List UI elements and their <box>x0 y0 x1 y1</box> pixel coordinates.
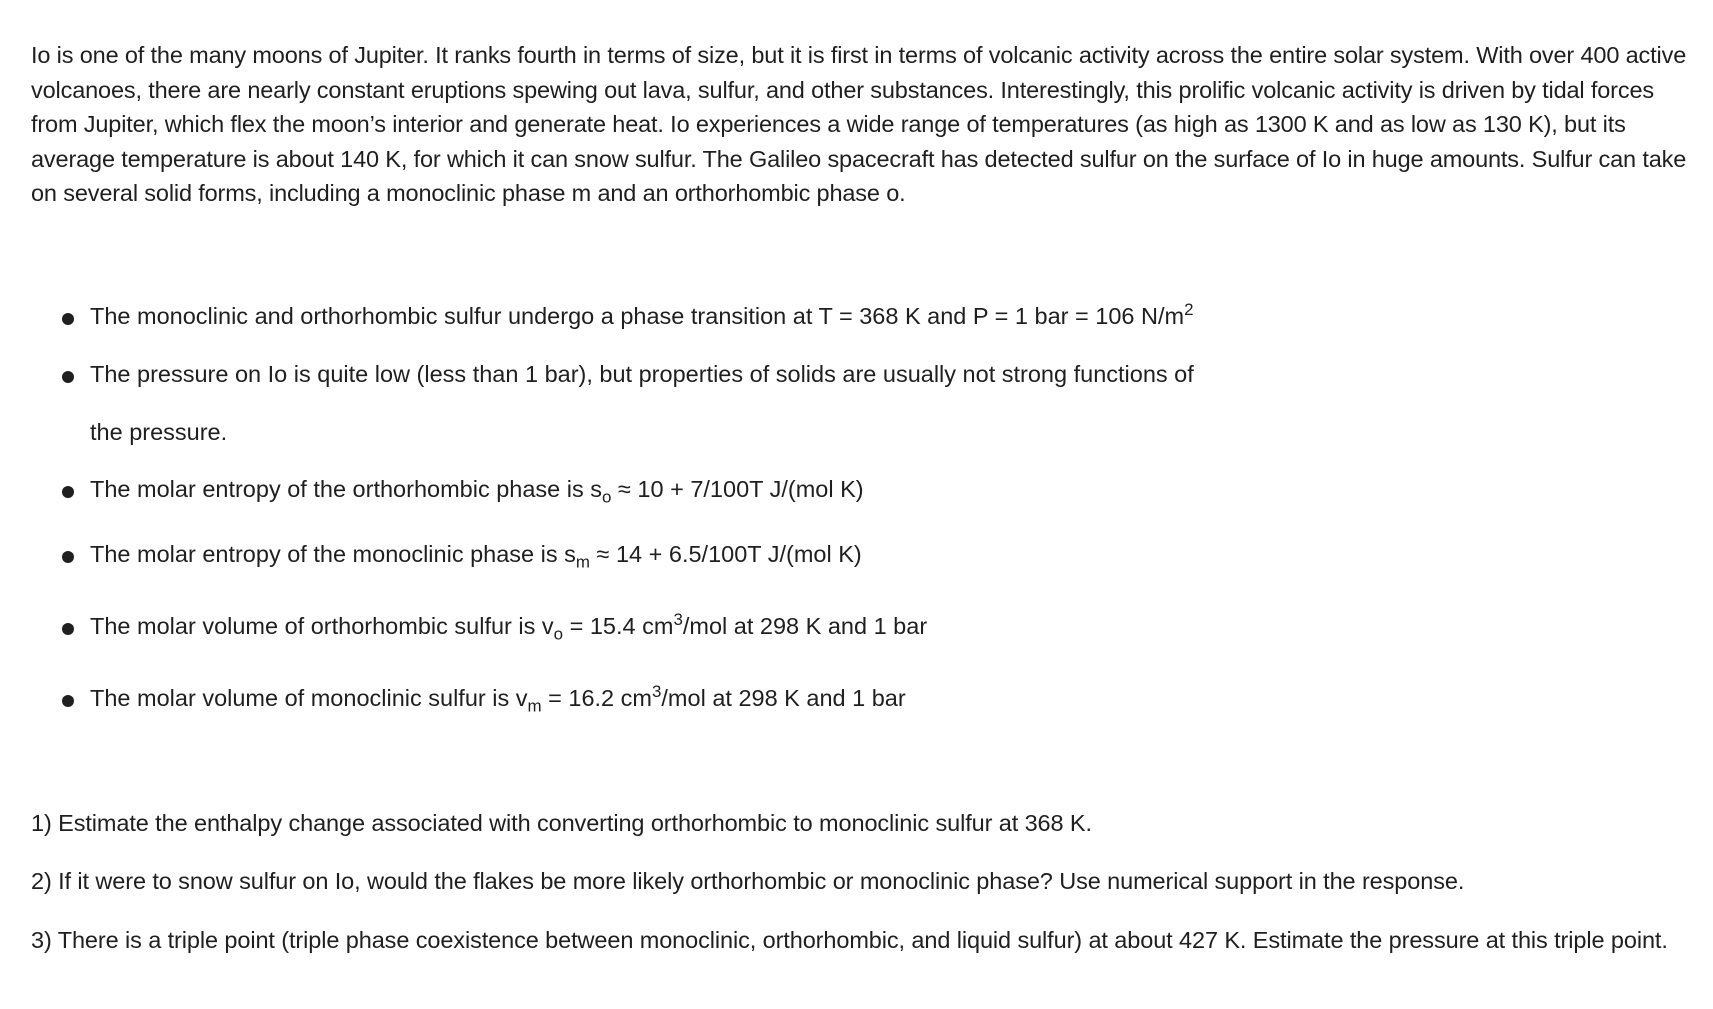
bullet-text: The pressure on Io is quite low (less than 1 bar), but properties of solids are usually not strong functions of <box>90 361 1194 387</box>
subscript: m <box>575 552 590 572</box>
question-3: 3) There is a triple point (triple phase coexistence between monoclinic, orthorhombic, and liquid sulfur) at about 427 K. Estimate the pressure at this triple point. <box>31 927 1668 953</box>
bullet-dot <box>62 551 74 563</box>
superscript: 2 <box>1184 300 1194 320</box>
superscript: 3 <box>673 610 683 630</box>
question-2: 2) If it were to snow sulfur on Io, would the flakes be more likely orthorhombic or monoclinic phase? Use numerical support in the response. <box>31 868 1465 894</box>
bullet-dot <box>62 313 74 325</box>
bullet-dot <box>62 371 74 383</box>
bullet-text: The monoclinic and orthorhombic sulfur undergo a phase transition at T = 368 K and P = 1 bar = 106 $N/m^2$ <box>90 300 1194 329</box>
bullet-dot <box>62 695 74 707</box>
question-1: 1) Estimate the enthalpy change associated with converting orthorhombic to monoclinic sulfur at 368 K. <box>31 810 1092 836</box>
superscript: 3 <box>651 682 662 702</box>
bullet-text: The molar entropy of the monoclinic phase is $s_m \approx 14 + 6.5/100T$ J/(mol K) <box>90 541 862 572</box>
bullet-text: The molar entropy of the orthorhombic phase is $s_o \approx 10 + 7/100T$ J/(mol K) <box>90 476 864 507</box>
bullet-text: The molar volume of orthorhombic sulfur is $v_o = 15.4$ $cm^3$/mol at 298 K and 1 bar <box>90 610 928 644</box>
intro-paragraph: Io is one of the many moons of Jupiter. It ranks fourth in terms of size, but it is first in terms of volcanic activity across the entire solar system. With over 400 active volcanoes, there are nearly constant eruptions spewing out lava, sulfur, and other substances. Interestingly, this prolific volcanic activity is driven by tidal forces from Jupiter, which flex the moon’s interior and generate heat. Io experiences a wide range of temperatures (as high as 1300 K and as low as 130 K), but its average temperature is about 140 K, for which it can snow sulfur. The Galileo spacecraft has detected sulfur on the surface of Io in huge amounts. Sulfur can take on several solid forms, including a monoclinic phase m and an orthorhombic phase o. <box>31 42 1687 206</box>
subscript: o <box>602 487 612 507</box>
bullet-dot <box>62 623 74 635</box>
bullet-text: The molar volume of monoclinic sulfur is $v_m = 16.2$ $cm^3$/mol at 298 K and 1 bar <box>90 682 906 716</box>
subscript: m <box>527 696 542 716</box>
bullet-dot <box>62 486 74 498</box>
bullet-text-continued: the pressure. <box>90 419 228 445</box>
subscript: o <box>553 624 564 644</box>
